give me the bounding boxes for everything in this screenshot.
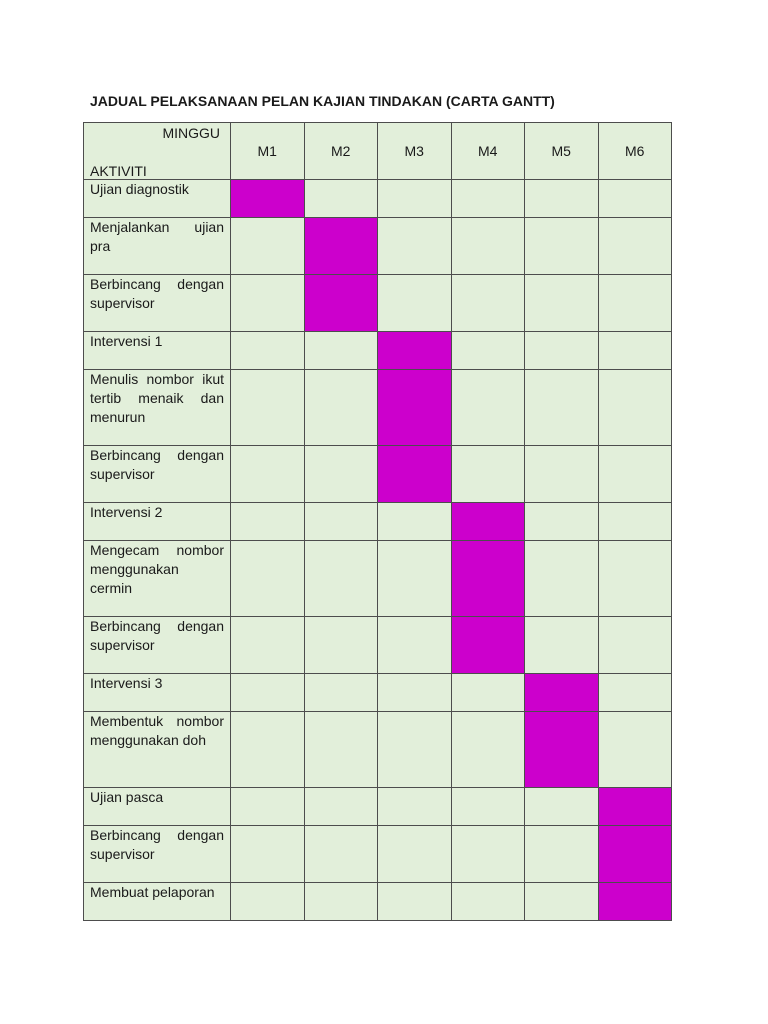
gantt-empty-cell	[525, 883, 599, 921]
activity-label: Berbincang dengan supervisor	[90, 447, 224, 482]
week-header-m2: M2	[304, 123, 378, 180]
activity-cell	[84, 180, 231, 218]
activity-label: Mengecam nombor menggunakan cermin	[90, 542, 224, 596]
activity-cell	[84, 275, 231, 332]
activity-label: Membentuk nombor menggunakan doh	[90, 713, 224, 748]
gantt-empty-cell	[378, 275, 452, 332]
gantt-bar-cell	[598, 883, 672, 921]
gantt-empty-cell	[598, 275, 672, 332]
gantt-empty-cell	[231, 332, 305, 370]
gantt-empty-cell	[525, 218, 599, 275]
gantt-empty-cell	[378, 788, 452, 826]
gantt-empty-cell	[231, 712, 305, 788]
minggu-label: MINGGU	[162, 125, 220, 141]
gantt-empty-cell	[598, 332, 672, 370]
gantt-empty-cell	[231, 370, 305, 446]
gantt-empty-cell	[378, 617, 452, 674]
gantt-empty-cell	[451, 826, 525, 883]
table-row	[84, 180, 672, 218]
gantt-bar-cell	[598, 826, 672, 883]
week-header-m5: M5	[525, 123, 599, 180]
gantt-empty-cell	[451, 218, 525, 275]
table-row	[84, 332, 672, 370]
activity-cell	[84, 788, 231, 826]
gantt-empty-cell	[304, 446, 378, 503]
gantt-bar-cell	[378, 446, 452, 503]
gantt-empty-cell	[598, 617, 672, 674]
gantt-bar-cell	[304, 218, 378, 275]
gantt-empty-cell	[378, 826, 452, 883]
activity-label: Ujian diagnostik	[90, 181, 189, 197]
gantt-bar-cell	[525, 712, 599, 788]
activity-cell	[84, 332, 231, 370]
table-row	[84, 446, 672, 503]
gantt-bar-cell	[451, 503, 525, 541]
gantt-bar-cell	[378, 370, 452, 446]
header-row	[84, 123, 672, 180]
gantt-empty-cell	[304, 674, 378, 712]
gantt-empty-cell	[378, 218, 452, 275]
gantt-empty-cell	[231, 541, 305, 617]
gantt-empty-cell	[378, 180, 452, 218]
gantt-empty-cell	[525, 370, 599, 446]
activity-cell	[84, 712, 231, 788]
gantt-table	[83, 122, 672, 921]
gantt-empty-cell	[231, 446, 305, 503]
activity-cell	[84, 883, 231, 921]
gantt-empty-cell	[231, 788, 305, 826]
gantt-empty-cell	[598, 446, 672, 503]
gantt-empty-cell	[231, 883, 305, 921]
table-row	[84, 218, 672, 275]
gantt-empty-cell	[378, 712, 452, 788]
activity-label: Membuat pelaporan	[90, 884, 215, 900]
aktiviti-label: AKTIVITI	[90, 163, 147, 179]
week-header-m3: M3	[378, 123, 452, 180]
gantt-bar-cell	[304, 275, 378, 332]
gantt-bar-cell	[598, 788, 672, 826]
gantt-bar-cell	[231, 180, 305, 218]
gantt-empty-cell	[304, 712, 378, 788]
table-row	[84, 788, 672, 826]
gantt-empty-cell	[525, 180, 599, 218]
gantt-empty-cell	[231, 617, 305, 674]
page-title: JADUAL PELAKSANAAN PELAN KAJIAN TINDAKAN (CARTA GANTT)	[90, 93, 555, 109]
gantt-empty-cell	[451, 674, 525, 712]
table-row	[84, 883, 672, 921]
gantt-empty-cell	[378, 674, 452, 712]
gantt-empty-cell	[598, 541, 672, 617]
gantt-empty-cell	[598, 218, 672, 275]
gantt-empty-cell	[451, 712, 525, 788]
gantt-empty-cell	[451, 332, 525, 370]
week-header-m1: M1	[231, 123, 305, 180]
gantt-empty-cell	[304, 503, 378, 541]
gantt-empty-cell	[304, 332, 378, 370]
gantt-bar-cell	[525, 674, 599, 712]
table-row	[84, 541, 672, 617]
activity-cell	[84, 617, 231, 674]
table-row	[84, 617, 672, 674]
gantt-empty-cell	[378, 541, 452, 617]
gantt-body	[84, 180, 672, 921]
table-row	[84, 712, 672, 788]
activity-cell	[84, 674, 231, 712]
table-row	[84, 826, 672, 883]
week-header-m4: M4	[451, 123, 525, 180]
activity-cell	[84, 370, 231, 446]
gantt-empty-cell	[598, 674, 672, 712]
gantt-empty-cell	[525, 617, 599, 674]
activity-cell	[84, 826, 231, 883]
gantt-empty-cell	[304, 617, 378, 674]
gantt-empty-cell	[598, 503, 672, 541]
activity-label: Intervensi 1	[90, 333, 163, 349]
gantt-empty-cell	[304, 180, 378, 218]
gantt-empty-cell	[304, 826, 378, 883]
activity-label: Berbincang dengan supervisor	[90, 827, 224, 862]
gantt-empty-cell	[231, 218, 305, 275]
table-row	[84, 674, 672, 712]
activity-cell	[84, 503, 231, 541]
gantt-empty-cell	[525, 541, 599, 617]
gantt-empty-cell	[304, 883, 378, 921]
corner-header-cell	[84, 123, 231, 180]
gantt-empty-cell	[231, 503, 305, 541]
gantt-empty-cell	[525, 503, 599, 541]
activity-cell	[84, 446, 231, 503]
gantt-empty-cell	[525, 826, 599, 883]
gantt-empty-cell	[231, 826, 305, 883]
activity-label: Berbincang dengan supervisor	[90, 618, 224, 653]
gantt-empty-cell	[378, 503, 452, 541]
gantt-bar-cell	[451, 541, 525, 617]
activity-label: Menulis nombor ikut tertib menaik dan menurun	[90, 371, 224, 425]
gantt-bar-cell	[451, 617, 525, 674]
activity-cell	[84, 541, 231, 617]
gantt-empty-cell	[451, 370, 525, 446]
gantt-empty-cell	[525, 332, 599, 370]
gantt-empty-cell	[304, 788, 378, 826]
activity-cell	[84, 218, 231, 275]
activity-label: Intervensi 3	[90, 675, 163, 691]
activity-label: Ujian pasca	[90, 789, 164, 805]
gantt-empty-cell	[525, 275, 599, 332]
gantt-empty-cell	[598, 712, 672, 788]
gantt-empty-cell	[304, 370, 378, 446]
gantt-empty-cell	[451, 788, 525, 826]
week-header-m6: M6	[598, 123, 672, 180]
gantt-empty-cell	[231, 674, 305, 712]
gantt-empty-cell	[598, 370, 672, 446]
table-row	[84, 370, 672, 446]
activity-label: Berbincang dengan supervisor	[90, 276, 224, 311]
gantt-empty-cell	[451, 180, 525, 218]
gantt-empty-cell	[304, 541, 378, 617]
gantt-bar-cell	[378, 332, 452, 370]
gantt-empty-cell	[378, 883, 452, 921]
activity-label: Menjalankan ujian pra	[90, 219, 224, 254]
gantt-empty-cell	[525, 446, 599, 503]
table-row	[84, 275, 672, 332]
gantt-empty-cell	[525, 788, 599, 826]
gantt-empty-cell	[231, 275, 305, 332]
gantt-empty-cell	[451, 446, 525, 503]
table-row	[84, 503, 672, 541]
gantt-empty-cell	[451, 275, 525, 332]
activity-label: Intervensi 2	[90, 504, 163, 520]
gantt-empty-cell	[451, 883, 525, 921]
gantt-empty-cell	[598, 180, 672, 218]
